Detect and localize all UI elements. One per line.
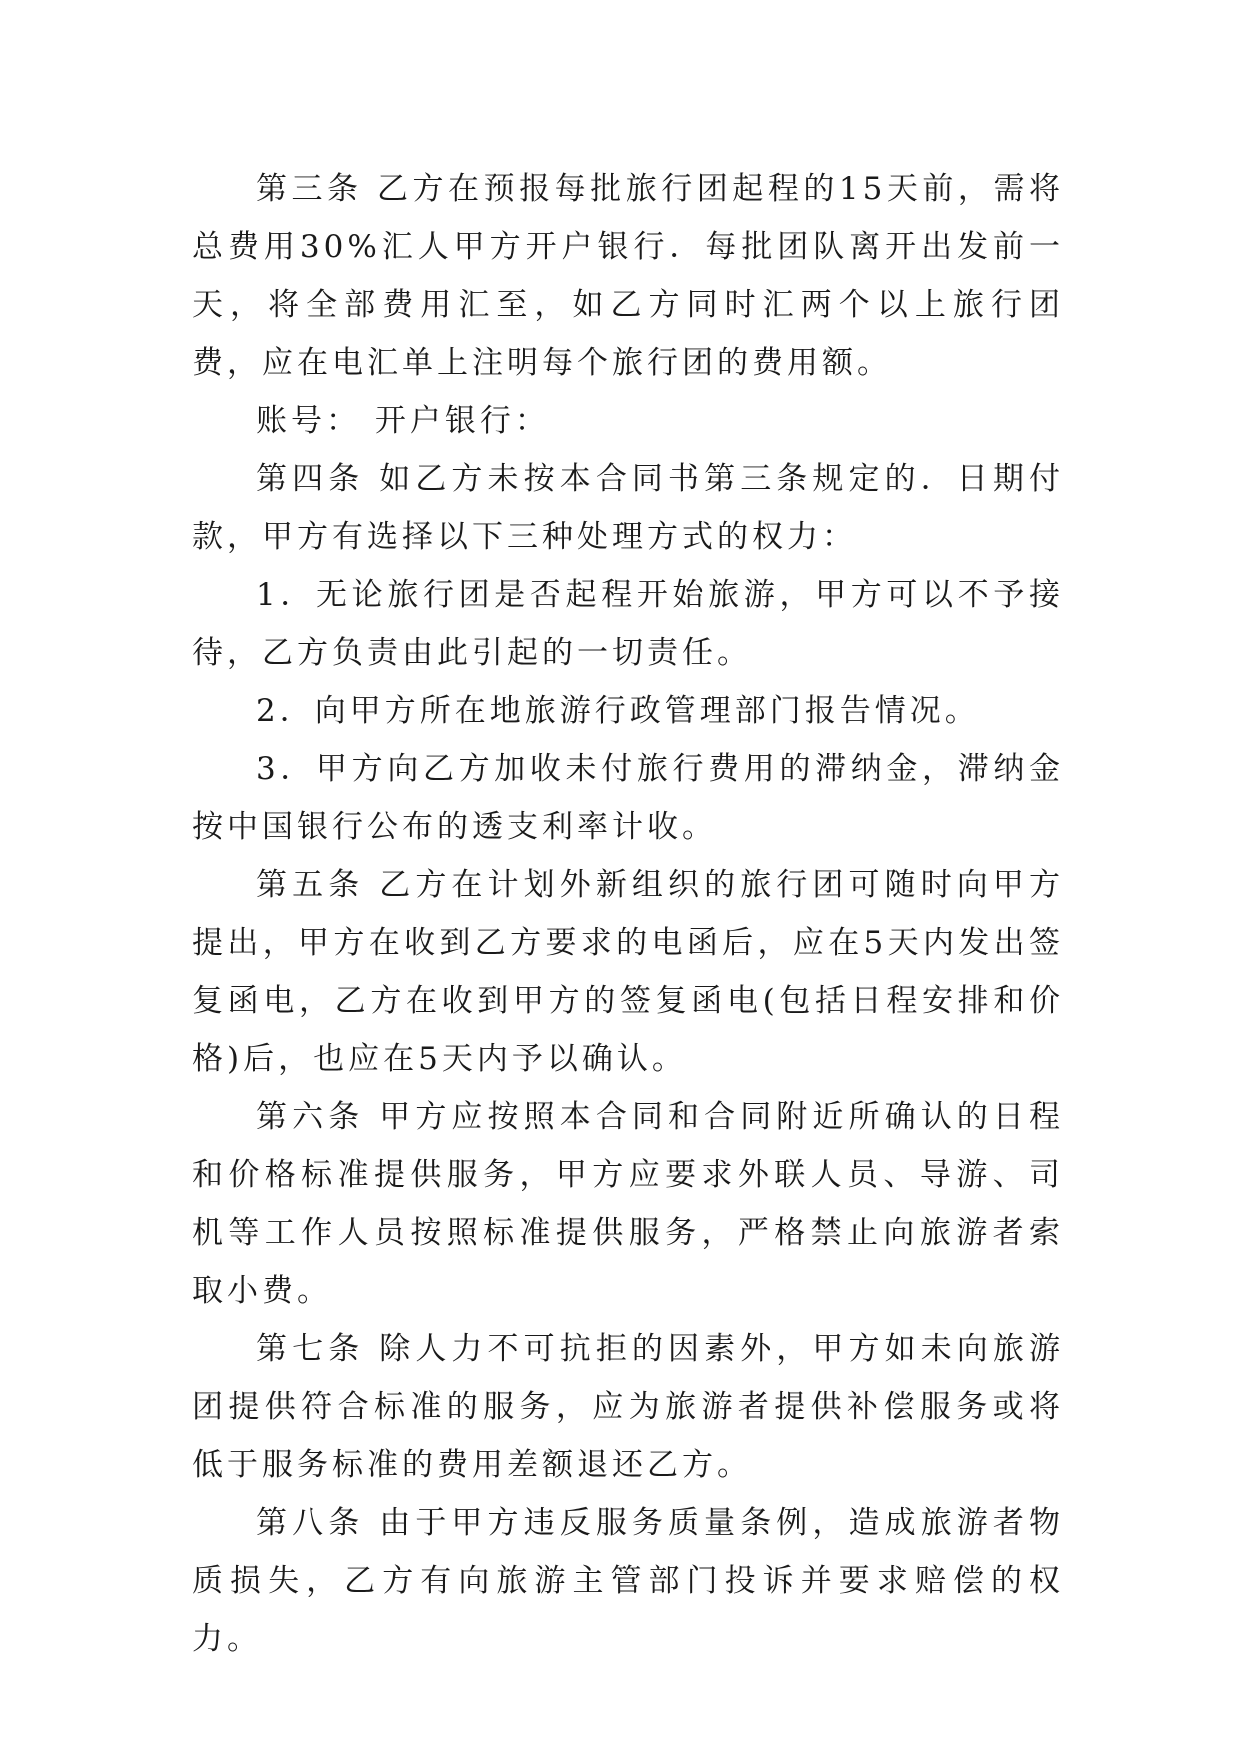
article-7-paragraph: 第七条 除人力不可抗拒的因素外，甲方如未向旅游团提供符合标准的服务，应为旅游者提供补偿服务或将低于服务标准的费用差额退还乙方。 — [192, 1331, 1064, 1483]
article-4-paragraph: 第四条 如乙方未按本合同书第三条规定的．日期付款，甲方有选择以下三种处理方式的权力： — [192, 461, 1064, 555]
article-6-paragraph: 第六条 甲方应按照本合同和合同附近所确认的日程和价格标准提供服务，甲方应要求外联人员、导游、司机等工作人员按照标准提供服务，严格禁止向旅游者索取小费。 — [192, 1099, 1064, 1309]
article-8-paragraph: 第八条 由于甲方违反服务质量条例，造成旅游者物质损失，乙方有向旅游主管部门投诉并要求赔偿的权力。 — [192, 1505, 1064, 1657]
account-info-line: 账号： 开户银行： — [256, 403, 550, 439]
article-5-paragraph: 第五条 乙方在计划外新组织的旅行团可随时向甲方提出，甲方在收到乙方要求的电函后，应在5天内发出签复函电，乙方在收到甲方的签复函电(包括日程安排和价格)后，也应在5天内予以确认。 — [192, 867, 1064, 1077]
article-4-item-2: 2．向甲方所在地旅游行政管理部门报告情况。 — [256, 693, 980, 729]
article-3-paragraph: 第三条 乙方在预报每批旅行团起程的15天前，需将总费用30%汇人甲方开户银行．每批团队离开出发前一天，将全部费用汇至，如乙方同时汇两个以上旅行团费，应在电汇单上注明每个旅行团的费用额。 — [192, 171, 1064, 381]
contract-body — [192, 160, 1064, 1668]
article-4-item-1: 1．无论旅行团是否起程开始旅游，甲方可以不予接待，乙方负责由此引起的一切责任。 — [192, 577, 1064, 671]
article-4-item-3: 3．甲方向乙方加收未付旅行费用的滞纳金，滞纳金按中国银行公布的透支利率计收。 — [192, 751, 1064, 845]
